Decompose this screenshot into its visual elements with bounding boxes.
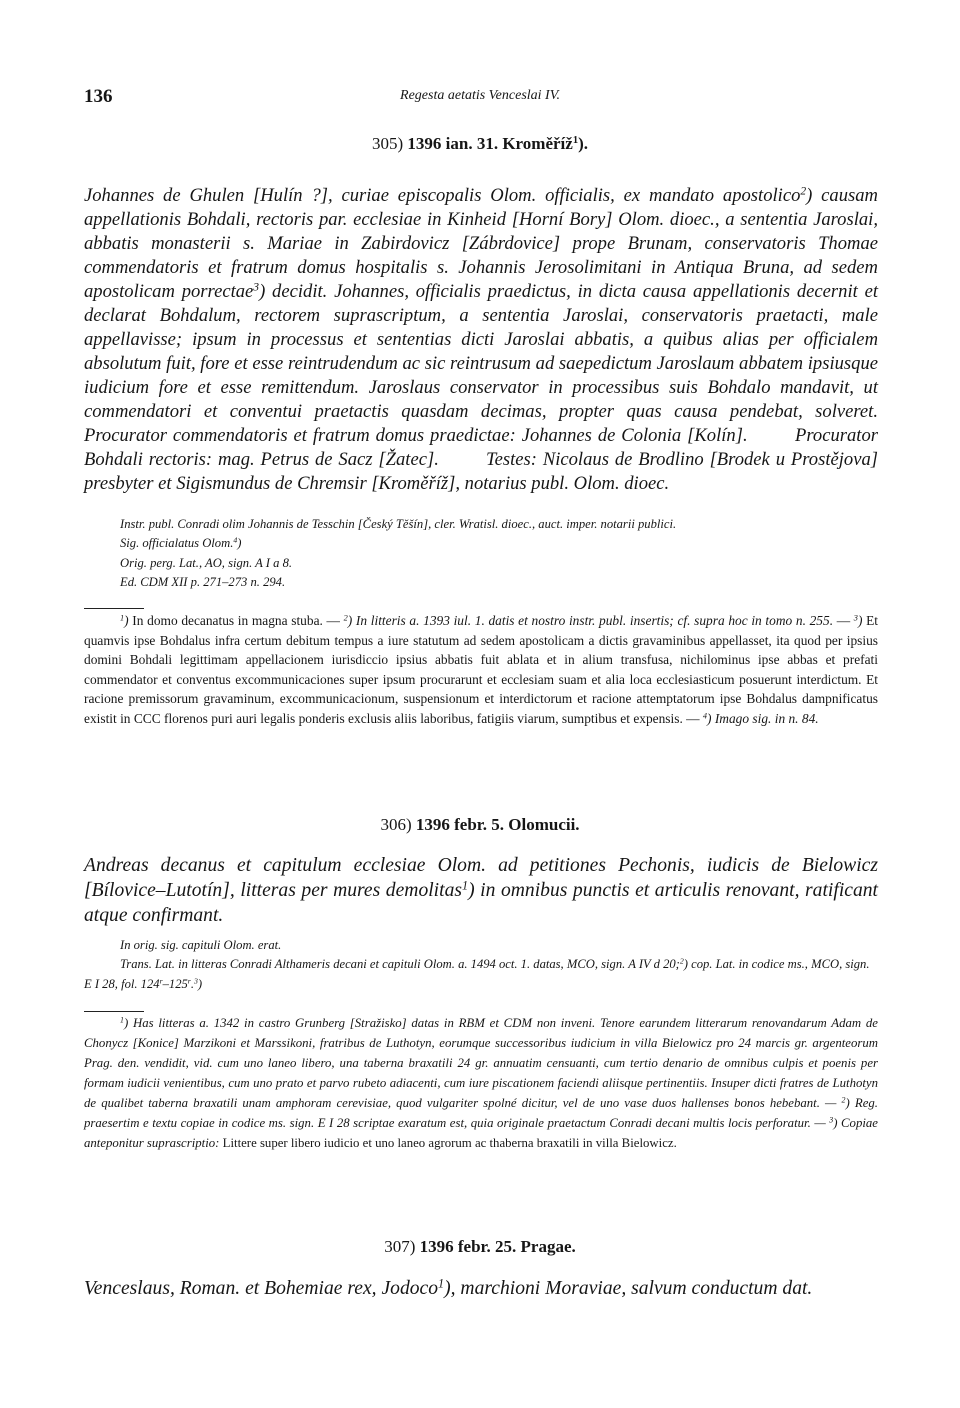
footnote-text: ) Reg. praesertim e textu copiae in codice ms. sign. E I 28 scriptae exaratum est, quia originale praetactum Conradi decani multis locis perforatur. — [84, 1096, 878, 1130]
entry-number: 306) [380, 815, 412, 834]
source-line: Instr. publ. Conradi olim Johannis de Tesschin [Český Těšín], cler. Wratisl. dioec., auct. imper. notarii publici. [120, 517, 677, 531]
entry-307-heading [84, 1237, 876, 1257]
footnote-text: ) Imago sig. in n. 84. [707, 710, 819, 726]
footnote-ref: 2 [800, 185, 807, 198]
entry-date: 1396 febr. 25. Pragae. [419, 1237, 576, 1256]
footnote-ref: 2 [679, 957, 684, 967]
footnote-mark: 1 [120, 613, 125, 623]
entry-306-footnotes [84, 1013, 878, 1153]
entry-307-regest [84, 1276, 878, 1301]
footnote-divider [84, 1011, 144, 1012]
footnote-text: ) Copiae anteponitur suprascriptio: [84, 1116, 878, 1150]
regest-text: ) decidit. Johannes, officialis praedictus, in dicta causa appellationis decernit et declarat Bohdalum, rectorem suprascriptum, a sententia Jaroslai, conservatoris praetacti, male appellavisse; ipsum in processus et sententias dicti Jaroslai abbatis, a quibus alias per officialem absolutum fuit, fore et esse reintrudendum ac sic reintrusum ad saepedictum Jaroslaum abbatem ipsiusque iudicium fore et esse remittendum. Jaroslaus conservator in processibus suis Bohdalo mandavit, ut commendatori et conventui praetactis quasdam decimas, propter quas causa pendebat, solveret. Procurator commendatoris et fratrum domus praedictae: Johannes de Colonia [Kolín]. Procurator Bohdali rectoris: mag. Petrus de Sacz [Žatec]. Testes: Nicolaus de Brodlino [Brodek u Prostějova] presbyter et Sigismundus de Chremsir [Kroměříž], notarius publ. Olom. dioec. [84, 281, 916, 494]
source-line: Ed. CDM XII p. 271–273 n. 294. [120, 575, 286, 590]
folio-recto: r [159, 976, 163, 986]
footnote-divider [84, 608, 144, 609]
footnote-quote: Littere super libero iudicio et uno laneo agrorum ac thaberna braxatili in villa Bielowicz. [222, 1136, 677, 1150]
footnote-mark: 3 [853, 613, 858, 623]
footnote-ref: 4 [233, 536, 238, 546]
running-head [84, 86, 876, 110]
footnote-text: — [833, 613, 854, 628]
footnote-ref: 1 [438, 1276, 445, 1291]
entry-date: 1396 ian. 31. Kroměříž [407, 134, 573, 153]
source-line: Orig. perg. Lat., AO, sign. A I a 8. [120, 555, 293, 570]
footnote-ref: 3 [194, 976, 198, 986]
folio-recto: r [187, 976, 191, 986]
entry-306-sources [84, 936, 876, 994]
footnote-text: — [819, 1096, 842, 1110]
running-title: Regesta aetatis Venceslai IV. [400, 88, 560, 103]
entry-number: 305) [371, 134, 404, 153]
entry-305-footnotes [84, 611, 878, 728]
footnote-text: ) In litteris a. 1393 iul. 1. datis et nostro instr. publ. insertis; cf. supra hoc in tomo n. 255. [347, 613, 834, 628]
footnote-ref: 1 [572, 135, 579, 147]
footnote-text: In domo decanatus in magna stuba. — [128, 613, 344, 628]
entry-date: 1396 febr. 5. Olomucii. [415, 815, 580, 834]
footnote-mark: 3 [829, 1115, 834, 1125]
entry-305-heading: 305) 1396 ian. 31. Kroměříž$^1$). [371, 134, 589, 153]
source-line: Trans. Lat. in litteras Conradi Althameris decani et capituli Olom. a. 1494 oct. 1. datas, MCO, sign. A IV d 20;$^2$) cop. Lat. in codice ms., MCO, sign. E I 28, fol. 124$^r$–125$^r$.$^3$) [84, 957, 870, 991]
footnote-mark: 2 [841, 1095, 846, 1105]
footnote-mark: 1 [120, 1015, 124, 1025]
entry-306-heading [84, 815, 876, 835]
entry-306-regest [84, 853, 878, 928]
footnote-mark: 4 [702, 710, 708, 720]
regest-text: Venceslaus, Roman. et Bohemiae rex, Jodoco [84, 1278, 439, 1299]
entry-305-regest [84, 184, 916, 496]
entry-number: 307) [384, 1237, 416, 1256]
page-number: 136 [84, 86, 113, 107]
footnote-paragraph: $^1$) In domo decanatus in magna stuba. — $^2$) In litteris a. 1393 iul. 1. datis et nostro instr. publ. insertis; cf. supra hoc in tomo n. 255. — $^3$) Et quamvis ipse Bohdalus infra certum debitum tempus a iure statutum ad sedem apostolicam a dictis gravaminibus appellasset, ita quod per ipsius domini Bohdali legittimam appellacionem iurisdiccio ipsius abbatis fuit ablata et in alium transfusa, nichilominus ipse abbas et prefati commendator et conventus excommunicaciones super ipsum procurarunt et ecclesiam suam et alia loca ecclesiasticum posuerunt interdictum. Et racione premissorum gravaminum, excommunicacionum, suspensionum et interdictorum et racione attemptatorum ipse Bohdalus dampnificatus existit in CCC florenos puri auri legalis ponderis exclusis aliis laboribus, fatigiis viarum, sumptibus et expensis. — $^4$) Imago sig. in n. 84. [84, 613, 879, 726]
footnote-text: Et quamvis ipse Bohdalus infra certum debitum tempus a iure statutum ad sedem apostolicam a dictis gravaminibus appellasset, ita quod per ipsius domini Bohdali legittimam appellacionem iurisdiccio ipsius abbatis fuit ablata et in alium transfusa, nichilominus ipse abbas et prefati commendator et conventus excommunicaciones super ipsum procurarunt et ecclesiam suam et alia loca ecclesiasticum posuerunt interdictum. Et racione premissorum gravaminum, excommunicacionum, suspensionum et interdictorum et racione attemptatorum ipse Bohdalus dampnificatus existit in CCC florenos puri auri legalis ponderis exclusis aliis laboribus, fatigiis viarum, sumptibus et expensis. — [84, 613, 879, 726]
source-line: Sig. officialatus Olom.$^4$) [120, 536, 242, 551]
footnote-ref: 3 [253, 281, 260, 294]
regest-text: Johannes de Ghulen [Hulín ?], curiae episcopalis Olom. officialis, ex mandato apostolico [84, 185, 801, 206]
regest-text: ) in omnibus punctis et articulis renovant, ratificant atque confirmant. [84, 880, 878, 926]
footnote-ref: 1 [462, 878, 469, 893]
footnote-mark: 2 [343, 613, 348, 623]
footnote-text: ) Has litteras a. 1342 in castro Grunberg [Stražisko] datas in RBM et CDM non inveni. Tenore earundem litterarum renovandarum Adam de Chonycz [Konice] Marzikoni et Marssikoni, fratribus de Luthotyn, eorumque successoribus iudicium in villa Bielowicz pro 24 marcis gr. argenteorum Prag. den. vendidit, vid. cum uno laneo libero, una taberna braxatili 24 gr. annuatim censuanti, cum tertio denario de omnibus culpis et poenis per formam iudicii venientibus, cum uno prato et parvo rubeto adiacenti, cum iure piscationem faciendi aliisque pertinentiis. Insuper dicti fratres de Luthotyn de qualibet taberna braxatili unam amphoram cerevisiae, quod vulgariter spolné dicitur, vel de uno vase duos hallenses bonos hebebant. [84, 1016, 878, 1110]
regest-text: Andreas decanus et capitulum ecclesiae Olom. ad petitiones Pechonis, iudicis de Bielowicz [Bílovice–Lutotín], litteras per mures demolitas [84, 855, 878, 901]
footnote-paragraph [84, 1013, 878, 1153]
entry-305-sources [120, 515, 876, 593]
regest-text: ), marchioni Moraviae, salvum conductum dat. [444, 1278, 813, 1299]
regest-text: ) causam appellationis Bohdali, rectoris par. ecclesiae in Kinheid [Horní Bory] Olom. dioec., a sententia Jaroslai, abbatis monasterii s. Mariae in Zabirdovicz [Zábrdovice] prope Brunam, conservatoris Thomae commendatoris et fratrum domus hospitalis s. Johannis Jerosolimitani in Antiqua Bruna, ad sedem apostolicam porrectae [84, 185, 878, 302]
source-line: In orig. sig. capituli Olom. erat. [120, 938, 282, 952]
